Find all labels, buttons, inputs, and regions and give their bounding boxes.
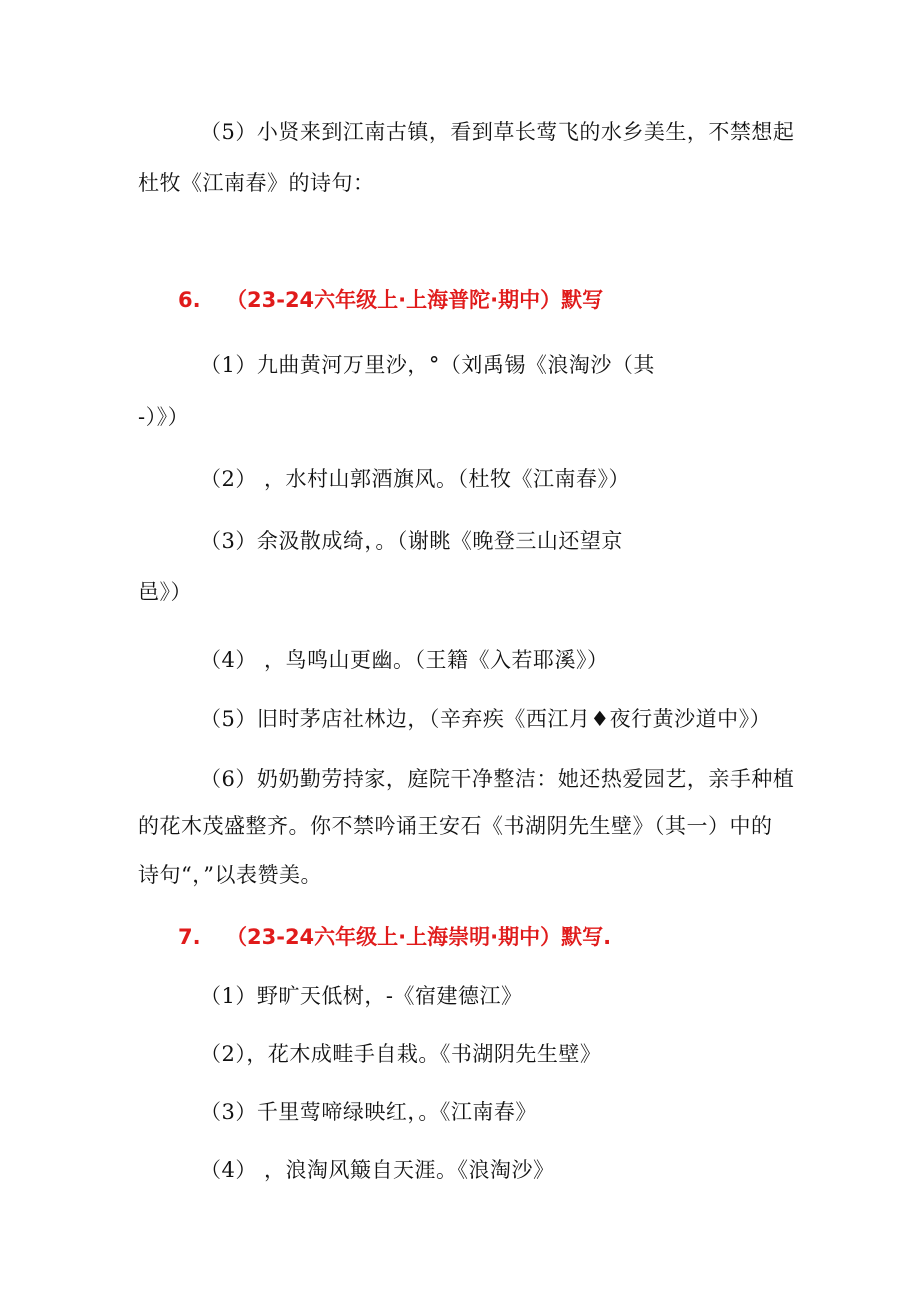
q6-item-6-line-3: 诗句“，”以表赞美。 bbox=[138, 863, 322, 887]
q6-item-1-line-1: （1）九曲黄河万里沙，°（刘禹锡《浪淘沙（其 bbox=[200, 353, 655, 377]
q7-item-1: （1）野旷天低树，-《宿建德江》 bbox=[200, 984, 523, 1008]
q6-item-1-line-2: -）》） bbox=[138, 405, 190, 429]
q6-item-2: （2） ，水村山郭酒旗风。（杜牧《江南春》） bbox=[200, 467, 631, 491]
q6-item-6-line-2: 的花木茂盛整齐。你不禁吟诵王安石《书湖阴先生壁》（其一）中的 bbox=[138, 814, 773, 838]
question-6-heading bbox=[178, 285, 603, 315]
q5-line-2: 杜牧《江南春》的诗句： bbox=[138, 171, 375, 195]
question-6-number: 6. bbox=[178, 288, 201, 312]
question-7-number: 7. bbox=[178, 925, 201, 949]
q5-line-1: （5）小贤来到江南古镇，看到草长莺飞的水乡美生，不禁想起 bbox=[200, 120, 795, 144]
q7-item-2: （2），花木成畦手自栽。《书湖阴先生壁》 bbox=[200, 1042, 602, 1066]
q6-item-5: （5）旧时茅店社林边，（辛弃疾《西江月♦夜行黄沙道中》） bbox=[200, 707, 772, 731]
q7-item-4: （4） ，浪淘风簸自天涯。《浪淘沙》 bbox=[200, 1158, 555, 1182]
question-7-title: （23-24六年级上·上海崇明·期中）默写. bbox=[226, 925, 612, 949]
q6-item-3-line-1: （3）余汲散成绮，。（谢眺《晚登三山还望京 bbox=[200, 529, 623, 553]
question-6-title: （23-24六年级上·上海普陀·期中）默写 bbox=[226, 288, 604, 312]
question-7-heading bbox=[178, 922, 611, 952]
q6-item-4: （4） ，鸟鸣山更幽。（王籍《入若耶溪》） bbox=[200, 648, 609, 672]
q6-item-6-line-1: （6）奶奶勤劳持家，庭院干净整洁：她还热爱园艺，亲手种植 bbox=[200, 767, 795, 791]
q6-item-3-line-2: 邑》） bbox=[138, 580, 192, 604]
q7-item-3: （3）千里莺啼绿映红，。《江南春》 bbox=[200, 1100, 537, 1124]
